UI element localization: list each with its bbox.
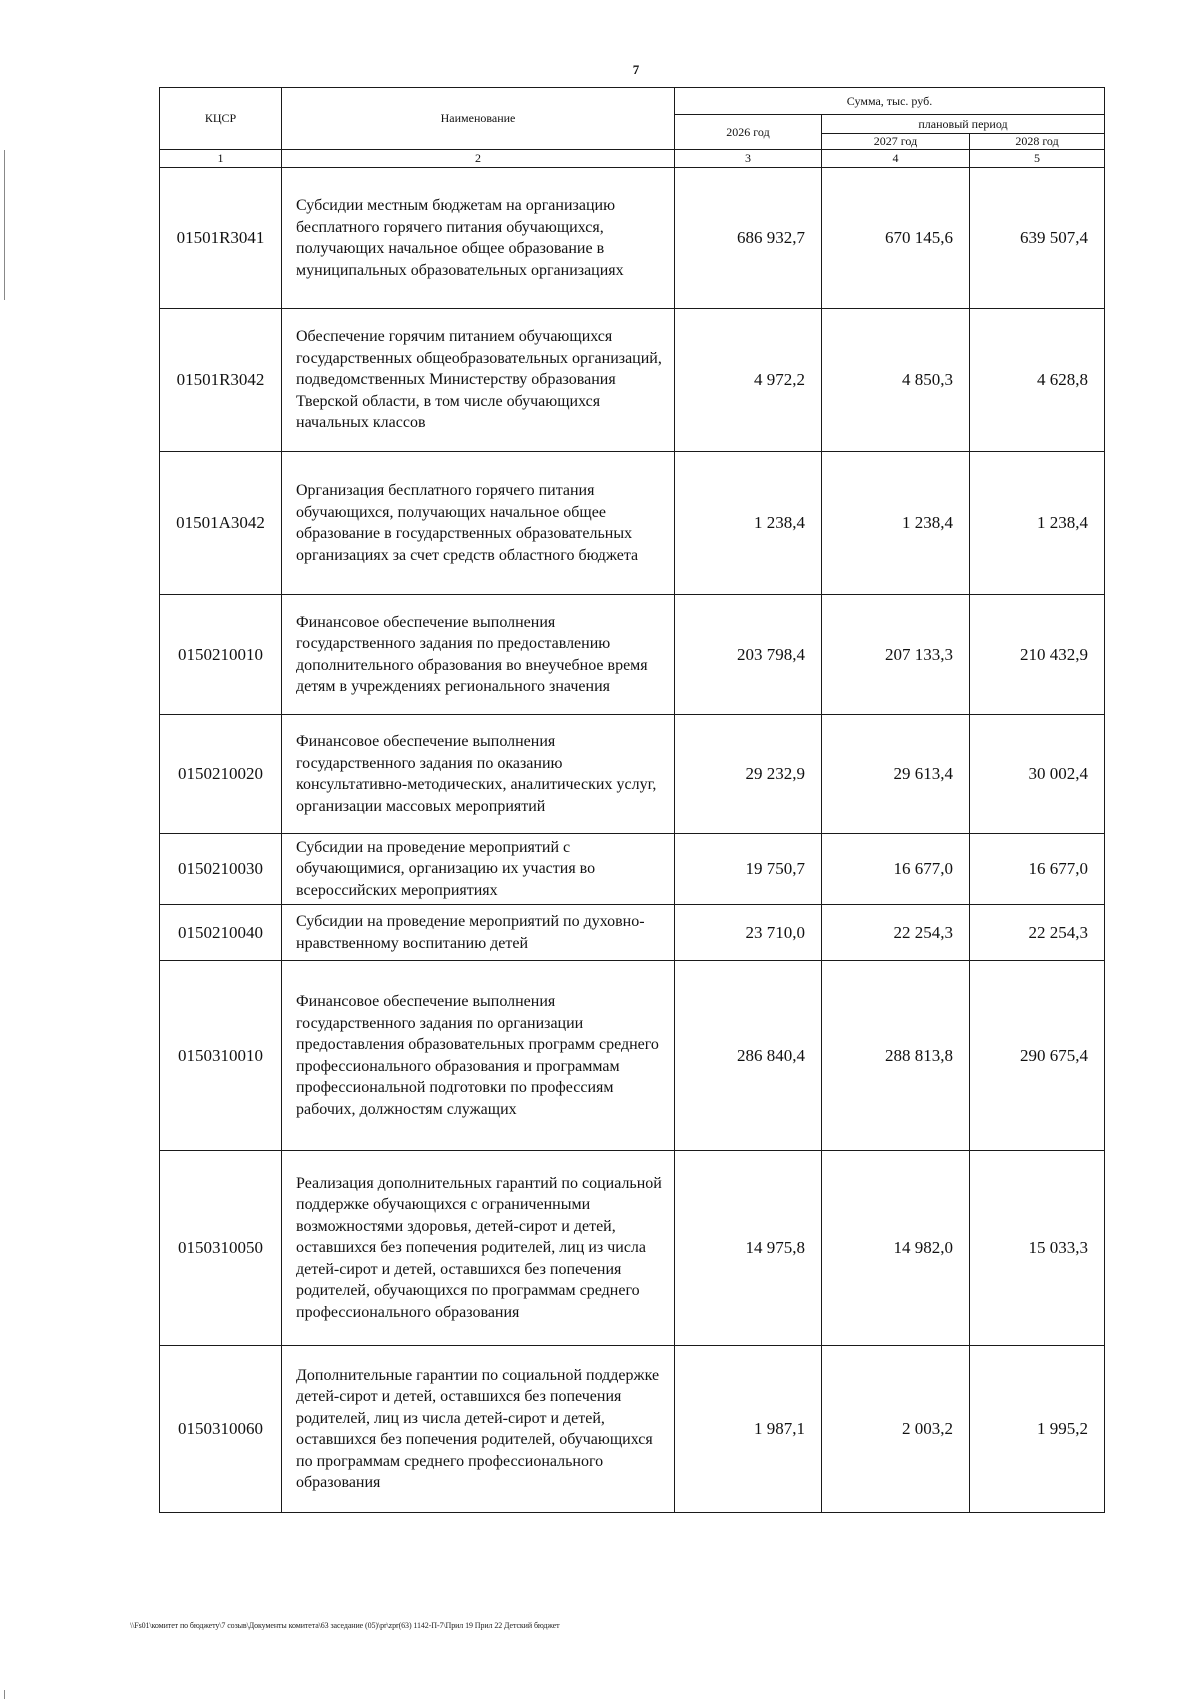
row-name: Финансовое обеспечение выполнения государственного задания по организации предоставления образовательных программ среднего профессионального образования и программам профессиональной подготовки по профессиям рабочих, должностям служащих [282,961,675,1151]
row-value-2026: 1 987,1 [675,1346,822,1513]
row-name: Обеспечение горячим питанием обучающихся государственных общеобразовательных организаций, подведомственных Министерству образования Тверской области, в том числе обучающихся начальных классов [282,309,675,452]
scan-edge-mark [4,150,5,300]
header-code: КЦСР [160,88,282,150]
table-row [160,1346,1105,1513]
row-value-2026: 14 975,8 [675,1151,822,1346]
table-row [160,168,1105,309]
row-value-2026: 203 798,4 [675,595,822,715]
row-value-2027: 2 003,2 [822,1346,970,1513]
table-row [160,961,1105,1151]
row-name: Финансовое обеспечение выполнения государственного задания по предоставлению дополнительного образования во внеучебное время детям в учреждениях регионального значения [282,595,675,715]
row-value-2026: 23 710,0 [675,905,822,961]
row-value-2026: 29 232,9 [675,715,822,834]
row-value-2026: 4 972,2 [675,309,822,452]
table-row [160,595,1105,715]
row-value-2027: 207 133,3 [822,595,970,715]
row-name: Дополнительные гарантии по социальной поддержке детей-сирот и детей, оставшихся без попечения родителей, лиц из числа детей-сирот и детей, оставшихся без попечения родителей, обучающихся по программам среднего профессионального образования [282,1346,675,1513]
row-code: 0150210010 [160,595,282,715]
row-value-2028: 639 507,4 [970,168,1105,309]
table-row [160,715,1105,834]
row-value-2026: 19 750,7 [675,834,822,905]
table-row [160,1151,1105,1346]
row-code: 01501R3041 [160,168,282,309]
table-row [160,309,1105,452]
row-code: 0150310010 [160,961,282,1151]
table-row [160,834,1105,905]
budget-table [159,87,1105,1513]
row-value-2027: 288 813,8 [822,961,970,1151]
header-year-2028: 2028 год [970,134,1105,150]
row-name: Субсидии на проведение мероприятий по духовно-нравственному воспитанию детей [282,905,675,961]
row-value-2028: 30 002,4 [970,715,1105,834]
table-row [160,452,1105,595]
page-number: 7 [632,62,640,77]
header-year-2027: 2027 год [822,134,970,150]
row-value-2028: 1 238,4 [970,452,1105,595]
header-sum: Сумма, тыс. руб. [675,88,1105,115]
row-value-2028: 15 033,3 [970,1151,1105,1346]
table-row [160,905,1105,961]
row-value-2027: 1 238,4 [822,452,970,595]
row-value-2028: 1 995,2 [970,1346,1105,1513]
row-code: 01501R3042 [160,309,282,452]
row-code: 0150310060 [160,1346,282,1513]
row-value-2027: 29 613,4 [822,715,970,834]
row-value-2027: 670 145,6 [822,168,970,309]
column-number: 2 [282,150,675,168]
row-name: Организация бесплатного горячего питания обучающихся, получающих начальное общее образование в государственных образовательных организациях за счет средств областного бюджета [282,452,675,595]
row-value-2028: 290 675,4 [970,961,1105,1151]
row-value-2028: 22 254,3 [970,905,1105,961]
row-code: 0150210030 [160,834,282,905]
scan-edge-mark [4,1690,5,1699]
footer-file-path: \\Fs01\комитет по бюджету\7 созыв\Документы комитета\63 заседание (05)\pr\zpr(63) 1142-П-7\Прил 19 Прил 22 Детский бюджет [130,1621,560,1630]
row-value-2026: 686 932,7 [675,168,822,309]
row-value-2028: 16 677,0 [970,834,1105,905]
row-value-2028: 4 628,8 [970,309,1105,452]
header-year-2026: 2026 год [675,115,822,150]
row-name: Финансовое обеспечение выполнения государственного задания по оказанию консультативно-методических, аналитических услуг, организации массовых мероприятий [282,715,675,834]
row-name: Субсидии местным бюджетам на организацию бесплатного горячего питания обучающихся, получающих начальное общее образование в муниципальных образовательных организациях [282,168,675,309]
row-value-2027: 22 254,3 [822,905,970,961]
row-value-2027: 16 677,0 [822,834,970,905]
row-name: Субсидии на проведение мероприятий с обучающимися, организацию их участия во всероссийских мероприятиях [282,834,675,905]
row-value-2026: 1 238,4 [675,452,822,595]
column-number: 5 [970,150,1105,168]
row-code: 01501A3042 [160,452,282,595]
row-code: 0150210020 [160,715,282,834]
row-code: 0150210040 [160,905,282,961]
row-name: Реализация дополнительных гарантий по социальной поддержке обучающихся с ограниченными возможностями здоровья, детей-сирот и детей, оставшихся без попечения родителей, лиц из числа детей-сирот и детей, оставшихся без попечения родителей, обучающихся по программам среднего профессионального образования [282,1151,675,1346]
column-number: 4 [822,150,970,168]
row-code: 0150310050 [160,1151,282,1346]
column-number: 3 [675,150,822,168]
column-number: 1 [160,150,282,168]
header-name: Наименование [282,88,675,150]
row-value-2027: 4 850,3 [822,309,970,452]
header-planning-period: плановый период [822,115,1105,134]
row-value-2026: 286 840,4 [675,961,822,1151]
row-value-2027: 14 982,0 [822,1151,970,1346]
row-value-2028: 210 432,9 [970,595,1105,715]
